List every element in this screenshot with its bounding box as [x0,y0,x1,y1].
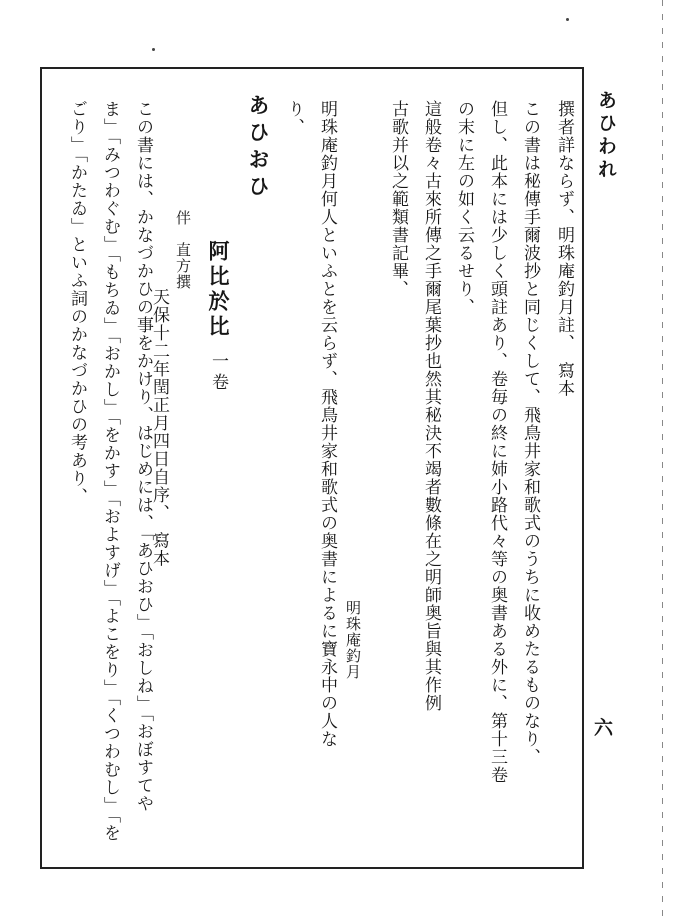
running-head: あひわれ [595,90,617,182]
text-line: 這般卷々古來所傳之手爾尾葉抄也然其秘決不竭者數條在之明師奥旨與其作例 [421,100,441,712]
speck [566,18,569,21]
signature-line: 明珠庵釣月 [344,600,362,680]
text-line: 古歌并以之範類書記畢、 [388,100,408,298]
text-line: この書は秘傳手爾波抄と同じくして、飛鳥井家和歌式のうちに收めたるものなり、 [520,100,540,766]
text-line: り、 [284,100,304,136]
text-line: 但し、此本には少しく頭註あり、卷毎の終に姉小路代々等の奥書ある外に、第十三卷 [487,100,507,784]
text-line: ま」「みつわぐむ」「もちゐ」「おかし」「をかす」「およすげ」「よこをり」「くつわむし」「を [100,100,120,842]
text-line: の末に左の如く云るせり、 [454,100,474,316]
entry-title: あひおひ [246,94,271,202]
entry-title-kanji-text: 阿比於比 [206,240,231,340]
page-number: 六 [594,717,614,739]
text-line: 明珠庵釣月何人といふとを云らず、飛鳥井家和歌式の奥書によるに寶永中の人な [317,100,337,748]
entry-volumes: 一卷 [208,352,228,394]
speck [152,48,155,51]
text-line: ごり」「かたゐ」といふ詞のかなづかひの考あり、 [67,100,87,506]
entry-date: 天保十二年閏正月四日自序、 寫本 [149,288,169,568]
page-edge-marks [662,0,663,917]
text-line: 撰者詳ならず、明珠庵釣月註、 寫本 [554,100,574,398]
text-line: この書には、かなづかひの事をかけり、はじめには、「あひおひ」「おしね」「おぼすてや [133,100,153,813]
entry-title-kanji [203,240,233,394]
entry-author: 伴 直方撰 [174,210,192,290]
